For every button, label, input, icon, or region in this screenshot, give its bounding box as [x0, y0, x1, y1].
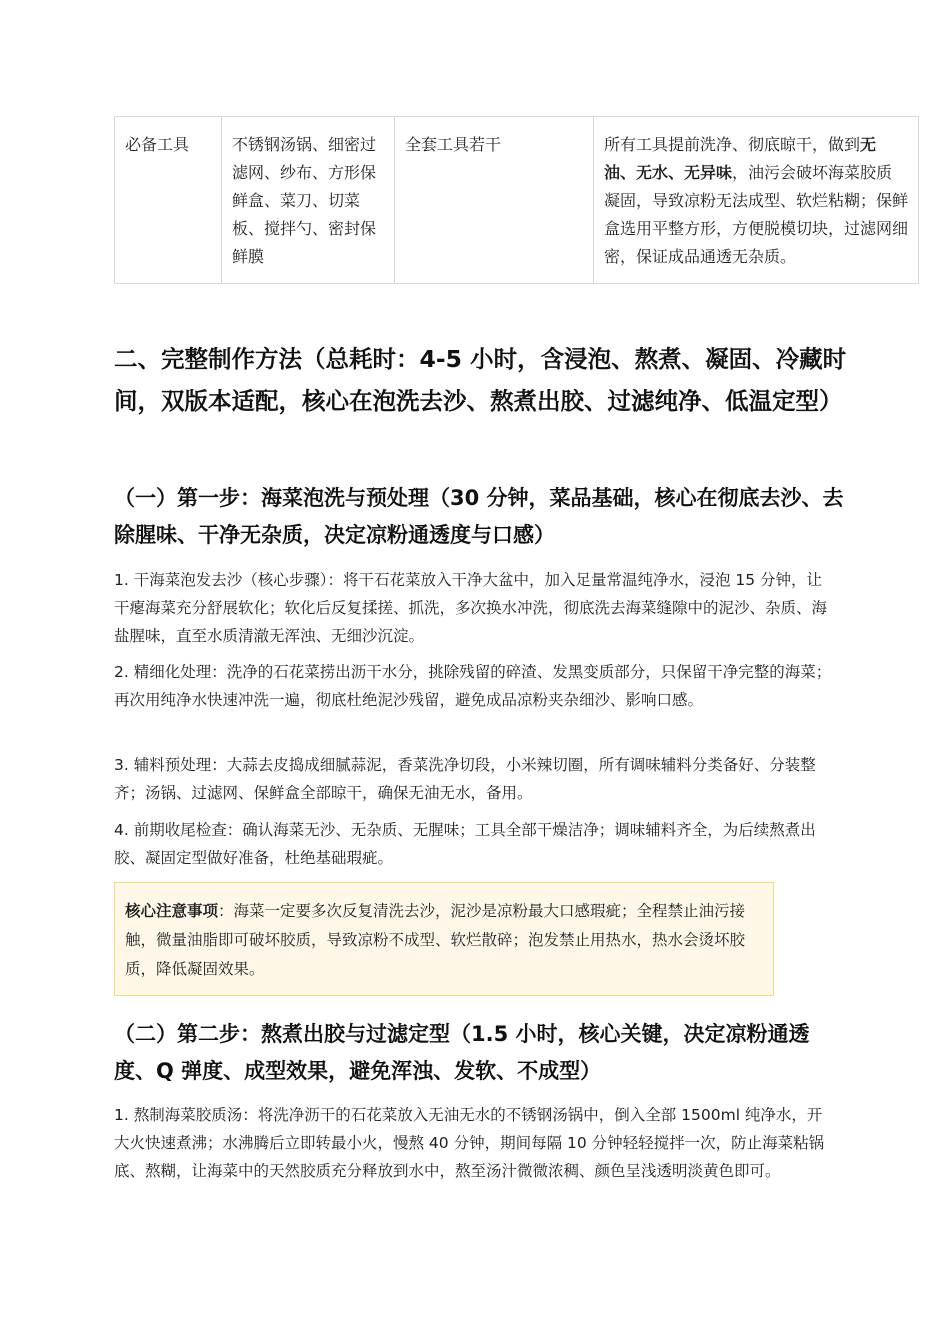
note-label: 核心注意事项: [125, 902, 219, 920]
table-cell-notes: [594, 117, 919, 284]
step1-item-4: 4. 前期收尾检查：确认海菜无沙、无杂质、无腥味；工具全部干燥洁净；调味辅料齐全，为后续熬煮出胶、凝固定型做好准备，杜绝基础瑕疵。: [114, 821, 816, 867]
step2-item-1: 1. 熬制海菜胶质汤：将洗净沥干的石花菜放入无油无水的不锈钢汤锅中，倒入全部 1500ml 纯净水，开大火快速煮沸；水沸腾后立即转最小火，慢熬 40 分钟，期间每隔 10 分钟轻轻搅拌一次，防止海菜粘锅底、熬糊，让海菜中的天然胶质充分释放到水中，熬至汤汁微微浓稠、颜色呈浅透明淡黄色即可。: [114, 1106, 825, 1180]
step1-item-1: 1. 干海菜泡发去沙（核心步骤）：将干石花菜放入干净大盆中，加入足量常温纯净水，浸泡 15 分钟，让干瘪海菜充分舒展软化；软化后反复揉搓、抓洗，多次换水冲洗，彻底洗去海菜缝隙中的泥沙、杂质、海盐腥味，直至水质清澈无浑浊、无细沙沉淀。: [114, 571, 828, 645]
notes-text-before: 所有工具提前洗净、彻底晾干，做到: [604, 135, 861, 154]
notes-text-bold: 无油、无水、无异味: [604, 135, 877, 182]
note-text: ：海菜一定要多次反复清洗去沙，泥沙是凉粉最大口感瑕疵；全程禁止油污接触，微量油脂即可破坏胶质，导致凉粉不成型、软烂散碎；泡发禁止用热水，热水会烫坏胶质，降低凝固效果。: [125, 902, 746, 978]
step2-heading: （二）第二步：熬煮出胶与过滤定型（1.5 小时，核心关键，决定凉粉通透度、Q 弹度、成型效果，避免浑浊、发软、不成型）: [114, 1022, 810, 1083]
section-heading: 二、完整制作方法（总耗时：4-5 小时，含浸泡、熬煮、凝固、冷藏时间，双版本适配，核心在泡洗去沙、熬煮出胶、过滤纯净、低温定型）: [114, 345, 847, 415]
step1-item-3: 3. 辅料预处理：大蒜去皮捣成细腻蒜泥，香菜洗净切段，小米辣切圈，所有调味辅料分类备好、分装整齐；汤锅、过滤网、保鲜盒全部晾干，确保无油无水，备用。: [114, 756, 816, 802]
step1-heading: （一）第一步：海菜泡洗与预处理（30 分钟，菜品基础，核心在彻底去沙、去除腥味、干净无杂质，决定凉粉通透度与口感）: [114, 486, 844, 547]
table-cell-items: 不锈钢汤锅、细密过滤网、纱布、方形保鲜盒、菜刀、切菜板、搅拌勺、密封保鲜膜: [222, 117, 395, 284]
tools-table: [114, 116, 919, 284]
step1-item-2: 2. 精细化处理：洗净的石花菜捞出沥干水分，挑除残留的碎渣、发黑变质部分，只保留干净完整的海菜；再次用纯净水快速冲洗一遍，彻底杜绝泥沙残留，避免成品凉粉夹杂细沙、影响口感。: [114, 663, 832, 709]
table-row: [115, 117, 919, 284]
note-callout: [114, 882, 774, 996]
table-cell-quantity: 全套工具若干: [395, 117, 594, 284]
table-cell-category: 必备工具: [115, 117, 222, 284]
notes-text-after: ，油污会破坏海菜胶质凝固，导致凉粉无法成型、软烂粘糊；保鲜盒选用平整方形，方便脱模切块，过滤网细密，保证成品通透无杂质。: [604, 163, 909, 266]
